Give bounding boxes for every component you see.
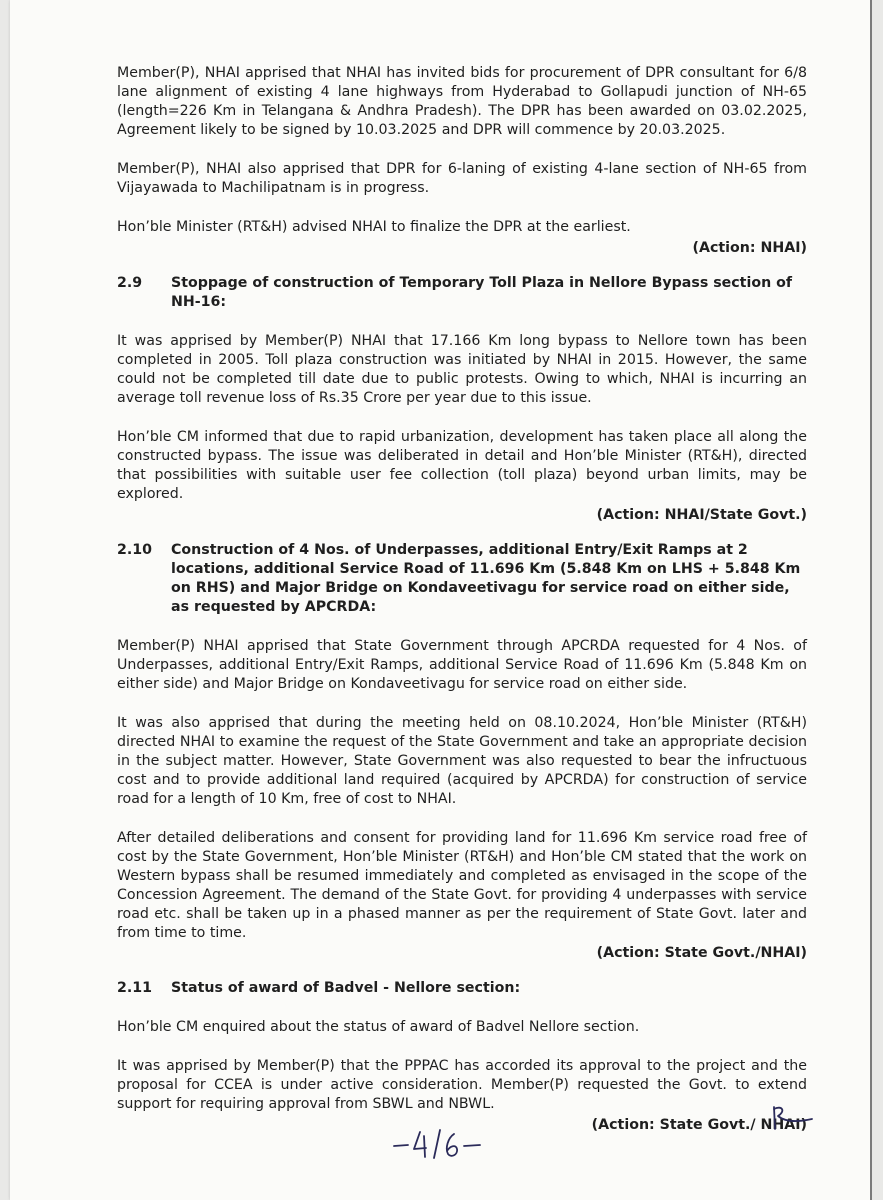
section-heading-2-11 [117,979,807,998]
section-title: Status of award of Badvel - Nellore section: [171,980,521,996]
paragraph-western-bypass: After detailed deliberations and consent for providing land for 11.696 Km service road free of cost by the State Government, Hon’ble Minister (RT&H) and Hon’ble CM stated that the work on Western bypass shall be resumed immediately and completed as envisaged in the scope of the Concession Agreement. The demand of the State Govt. for providing 4 underpasses with service road etc. shall be taken up in a phased manner as per the requirement of State Govt. later and from time to time. [117,830,807,941]
handwritten-page-number [388,1124,488,1164]
section-number: 2.9 [117,275,143,291]
paragraph-pppac-approval: It was apprised by Member(P) that the PPPAC has accorded its approval to the project and the proposal for CCEA is under active consideration. Member(P) requested the Govt. to extend support for requiring approval from SBWL and NBWL. [117,1058,807,1112]
paragraph-badvel-enquiry: Hon’ble CM enquired about the status of award of Badvel Nellore section. [117,1019,640,1035]
paragraph-nellore-bypass: It was apprised by Member(P) NHAI that 17.166 Km long bypass to Nellore town has been completed in 2005. Toll plaza construction was initiated by NHAI in 2015. However, the same could not be completed till date due to public protests. Owing to which, NHAI is incurring an average toll revenue loss of Rs.35 Crore per year due to this issue. [117,333,807,406]
section-number: 2.10 [117,542,153,558]
document-page [10,0,870,1200]
action-note-nhai: (Action: NHAI) [692,240,807,256]
paragraph-meeting-0810: It was also apprised that during the meeting held on 08.10.2024, Hon’ble Minister (RT&H) directed NHAI to examine the request of the State Government and take an appropriate decision in the subject matter. However, State Government was also requested to bear the infructuous cost and to provide additional land required (acquired by APCRDA) for construction of service road for a length of 10 Km, free of cost to NHAI. [117,715,807,807]
handwritten-initials [764,1103,824,1133]
section-heading-2-9 [117,274,807,312]
document-content [117,64,807,1151]
paragraph-dpr-consultant: Member(P), NHAI apprised that NHAI has invited bids for procurement of DPR consultant for 6/8 lane alignment of existing 4 lane highways from Hyderabad to Gollapudi junction of NH-65 (length=226 Km in Telangana & Andhra Pradesh). The DPR has been awarded on 03.02.2025, Agreement likely to be signed by 10.03.2025 and DPR will commence by 20.03.2025. [117,65,807,138]
action-note-2-9: (Action: NHAI/State Govt.) [596,507,807,523]
paragraph-minister-advice: Hon’ble Minister (RT&H) advised NHAI to finalize the DPR at the earliest. [117,219,631,235]
section-title: Construction of 4 Nos. of Underpasses, additional Entry/Exit Ramps at 2 locations, additional Service Road of 11.696 Km (5.848 Km on LHS + 5.848 Km on RHS) and Major Bridge on Kondaveetivagu for service road on either side, as requested by APCRDA: [171,542,801,615]
section-heading-2-10 [117,541,807,617]
page-edge-divider [870,0,872,1200]
action-note-2-11: (Action: State Govt./ NHAI) [591,1117,807,1133]
section-title: Stoppage of construction of Temporary Toll Plaza in Nellore Bypass section of NH-16: [171,275,793,310]
section-number: 2.11 [117,980,153,996]
paragraph-cm-urbanization: Hon’ble CM informed that due to rapid urbanization, development has taken place all along the constructed bypass. The issue was deliberated in detail and Hon’ble Minister (RT&H), directed that possibilities with suitable user fee collection (toll plaza) beyond urban limits, may be explored. [117,429,807,502]
action-note-2-10: (Action: State Govt./NHAI) [596,945,807,961]
paragraph-dpr-nh65: Member(P), NHAI also apprised that DPR for 6-laning of existing 4-lane section of NH-65 from Vijayawada to Machilipatnam is in progress. [117,161,807,196]
paragraph-apcrda-request: Member(P) NHAI apprised that State Government through APCRDA requested for 4 Nos. of Underpasses, additional Entry/Exit Ramps, additional Service Road of 11.696 Km (5.848 Km on either side) and Major Bridge on Kondaveetivagu for service road on either side. [117,638,807,692]
